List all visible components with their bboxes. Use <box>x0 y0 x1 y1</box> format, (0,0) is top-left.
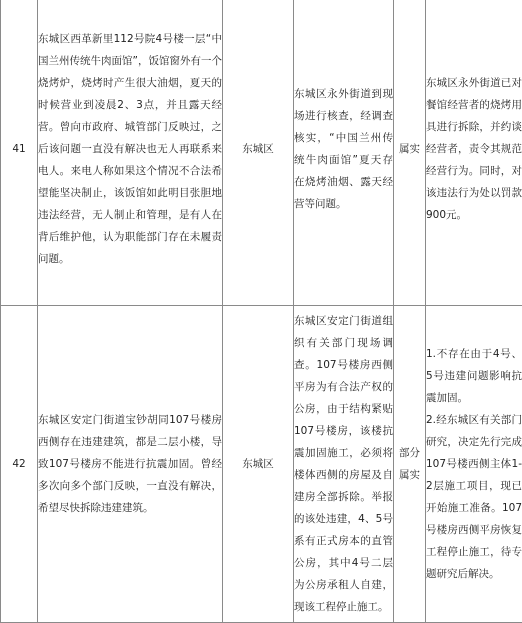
result-cell <box>426 0 522 306</box>
district-cell: 东城区 <box>223 306 294 623</box>
row-number: 42 <box>1 306 38 623</box>
investigation-cell <box>294 0 394 306</box>
row-number: 41 <box>1 0 38 306</box>
result-text: 1.不存在由于4号、5号违建问题影响抗震加固。 2.经东城区有关部门研究，决定先行完成107号楼西侧主体1-2层施工项目，现已开始施工准备。107号楼房西侧平房恢复工程停止施工，待专题研究后解决。 <box>426 343 522 585</box>
investigation-cell <box>294 306 394 623</box>
issue-text: 东城区安定门街道宝钞胡同107号楼房西侧存在违建建筑，都是二层小楼，导致107号楼房不能进行抗震加固。曾经多次向多个部门反映，一直没有解决，希望尽快拆除违建建筑。 <box>38 409 222 519</box>
investigation-text: 东城区永外街道到现场进行核查，经调查核实，“中国兰州传统牛肉面馆”夏天存在烧烤油烟、露天经营等问题。 <box>294 83 393 215</box>
table-row <box>1 0 522 306</box>
issue-text: 东城区西革新里112号院4号楼一层“中国兰州传统牛肉面馆”，饭馆窗外有一个烧烤炉，烧烤时产生很大油烟，夏天的时候营业到凌晨2、3点，并且露天经营。曾向市政府、城管部门反映过，之后该问题一直没有解决也无人再联系来电人。来电人称如果这个情况不合法希望能坚决制止，该饭馆如此明目张胆地违法经营，无人制止和管理，是有人在背后维护他，认为职能部门存在未履责问题。 <box>38 28 222 270</box>
verdict-cell: 部分属实 <box>394 306 426 623</box>
result-text: 东城区永外街道已对餐馆经营者的烧烤用具进行拆除，并约谈经营者，责令其规范经营行为。同时，对该违法行为处以罚款900元。 <box>426 72 522 226</box>
result-cell <box>426 306 522 623</box>
table-row <box>1 306 522 623</box>
issue-cell <box>38 306 223 623</box>
issue-cell <box>38 0 223 306</box>
district-cell: 东城区 <box>223 0 294 306</box>
investigation-text: 东城区安定门街道组织有关部门现场调查。107号楼房西侧平房为有合法产权的公房，由于结构紧贴107号楼房，该楼抗震加固施工，必须将楼体西侧的房屋及自建房全部拆除。举报的该处违建，4、5号系有正式房本的直管公房，其中4号二层为公房承租人自建，现该工程停止施工。 <box>294 310 393 618</box>
verdict-cell: 属实 <box>394 0 426 306</box>
